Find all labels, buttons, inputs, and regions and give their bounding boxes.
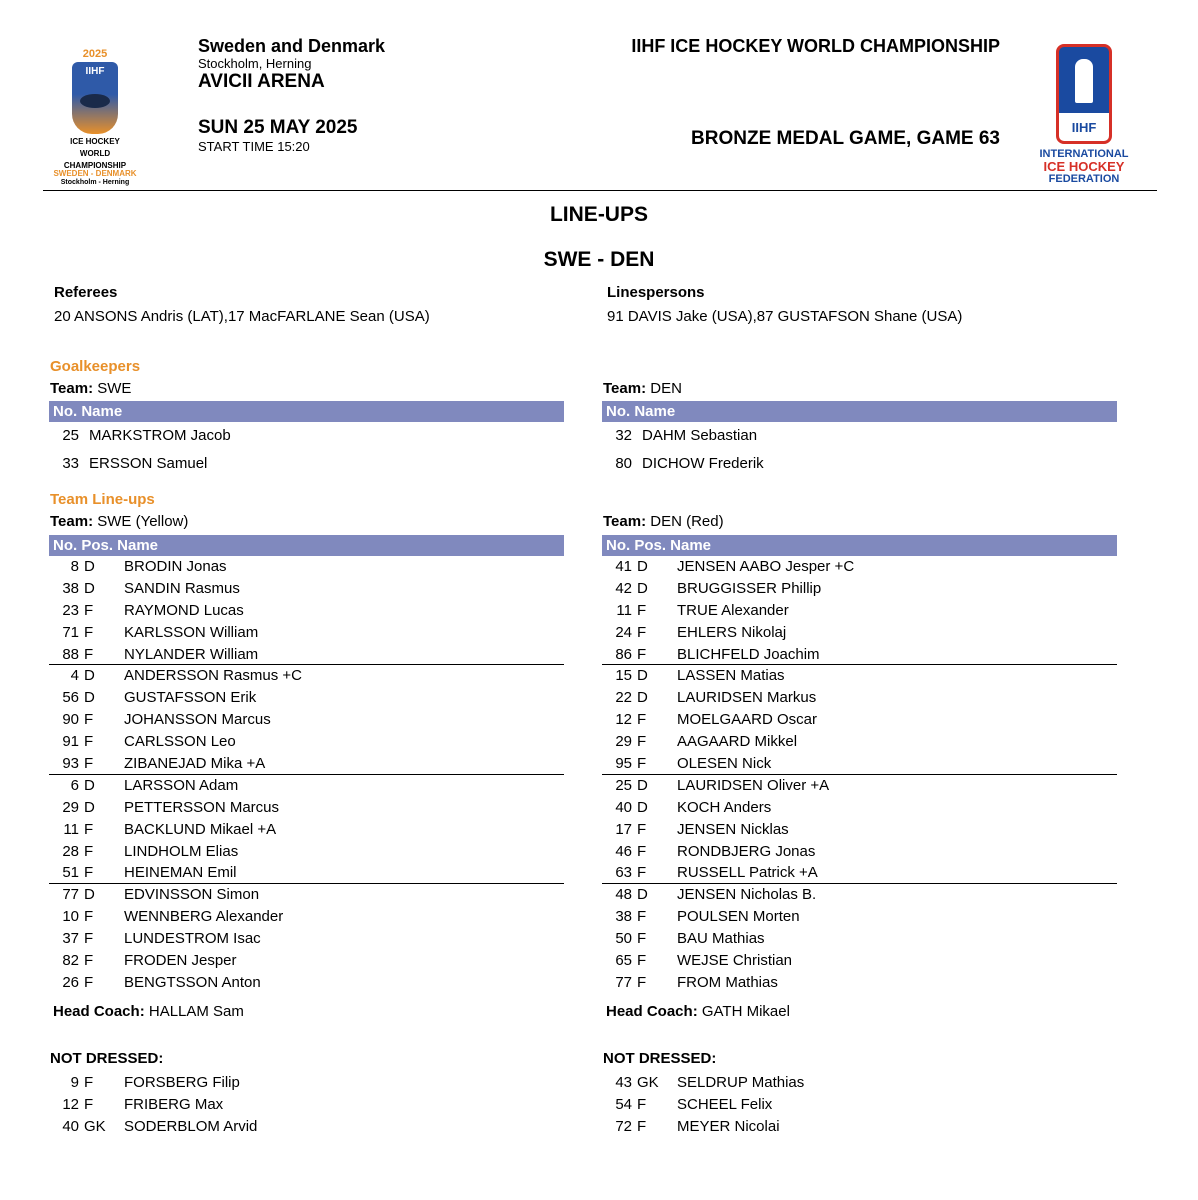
player-number: 29 — [615, 733, 632, 751]
player-name: MOELGAARD Oscar — [677, 711, 818, 729]
host-countries: Sweden and Denmark — [198, 36, 386, 56]
matchup-title: SWE - DEN — [543, 248, 655, 271]
player-number: 6 — [70, 776, 79, 794]
player-number: 28 — [62, 842, 79, 860]
player-row — [602, 841, 1117, 863]
player-name: JENSEN Nicholas B. — [677, 886, 817, 904]
logo-line5: Stockholm - Herning — [60, 179, 130, 186]
goalkeepers-away-table — [602, 401, 1117, 478]
referees-block — [54, 284, 430, 325]
coach-name: GATH Mikael — [701, 1003, 790, 1020]
player-position: D — [84, 689, 95, 707]
player-position: D — [637, 776, 648, 794]
player-name: WENNBERG Alexander — [124, 908, 284, 926]
player-position: D — [637, 667, 648, 685]
header-divider — [43, 190, 1157, 191]
player-name: NYLANDER William — [124, 645, 259, 663]
championship-title: IIHF ICE HOCKEY WORLD CHAMPIONSHIP — [631, 36, 1000, 56]
player-number: 11 — [63, 820, 79, 838]
player-row — [602, 928, 1117, 950]
player-position: F — [84, 842, 94, 860]
referees-list: 20 ANSONS Andris (LAT),17 MacFARLANE Sean (USA) — [54, 308, 430, 325]
player-row — [49, 622, 564, 644]
player-name: PETTERSSON Marcus — [124, 798, 280, 816]
player-name: BRODIN Jonas — [124, 558, 227, 575]
player-row — [49, 950, 564, 972]
player-position: D — [84, 558, 95, 575]
referees-label: Referees — [54, 284, 118, 301]
player-name: JENSEN AABO Jesper +C — [677, 558, 855, 575]
player-position: F — [84, 930, 94, 948]
lineups-section-title: Team Line-ups — [50, 491, 155, 508]
player-number: 38 — [615, 908, 632, 926]
player-position: F — [84, 952, 94, 970]
player-name: DICHOW Frederik — [642, 455, 764, 472]
player-row — [602, 753, 1117, 775]
player-row — [49, 884, 564, 906]
player-name: LINDHOLM Elias — [124, 842, 239, 860]
player-row — [602, 709, 1117, 731]
player-number: 86 — [615, 645, 632, 663]
player-number: 10 — [62, 908, 79, 926]
player-position: F — [84, 864, 94, 882]
player-number: 17 — [615, 820, 632, 838]
player-position: F — [84, 755, 94, 773]
player-position: F — [637, 1117, 647, 1135]
player-position: F — [637, 864, 647, 882]
logo-year: 2025 — [82, 48, 108, 60]
player-name: ZIBANEJAD Mika +A — [124, 755, 266, 773]
player-row — [49, 972, 564, 994]
player-name: DAHM Sebastian — [642, 427, 758, 444]
page-title: LINE-UPS — [549, 203, 648, 226]
lineup-away-team — [603, 513, 724, 530]
player-name: KARLSSON William — [124, 623, 259, 641]
player-position: F — [637, 1095, 647, 1113]
player-position: F — [84, 908, 94, 926]
player-row — [602, 644, 1117, 666]
team-name: SWE (Yellow) — [97, 513, 189, 530]
player-name: OLESEN Nick — [677, 755, 772, 773]
player-row — [602, 600, 1117, 622]
start-time: START TIME 15:20 — [198, 139, 310, 154]
team-label: Team: — [50, 380, 94, 397]
player-row — [602, 556, 1117, 578]
player-row — [49, 644, 564, 666]
player-number: 37 — [62, 930, 79, 948]
player-position: D — [637, 558, 648, 575]
player-position: F — [84, 973, 94, 991]
championship-logo — [50, 48, 140, 188]
goalkeeper-row — [602, 422, 1117, 450]
player-row — [49, 1072, 449, 1094]
player-position: F — [637, 755, 647, 773]
player-position: D — [84, 667, 95, 685]
player-position: F — [637, 645, 647, 663]
player-row — [602, 731, 1117, 753]
iihf-org-line2: ICE HOCKEY — [1043, 159, 1125, 174]
game-date: SUN 25 MAY 2025 — [198, 117, 358, 138]
player-name: KOCH Anders — [677, 798, 772, 816]
championship-shield-icon — [72, 62, 118, 134]
linespersons-label: Linespersons — [607, 284, 705, 301]
player-name: SELDRUP Mathias — [677, 1074, 805, 1091]
player-number: 24 — [615, 623, 632, 641]
player-name: ERSSON Samuel — [89, 455, 208, 472]
player-number: 51 — [62, 864, 79, 882]
team-name: DEN (Red) — [650, 513, 724, 530]
player-row — [49, 731, 564, 753]
player-position: F — [84, 1095, 94, 1113]
home-not-dressed-list — [49, 1072, 449, 1138]
player-name: CARLSSON Leo — [124, 733, 236, 751]
player-name: HEINEMAN Emil — [124, 864, 237, 882]
player-number: 32 — [615, 427, 632, 444]
player-number: 48 — [615, 886, 632, 904]
goalkeepers-home-team — [50, 380, 131, 397]
player-row — [602, 884, 1117, 906]
player-number: 12 — [615, 711, 632, 729]
player-position: D — [637, 579, 648, 597]
player-row — [602, 906, 1117, 928]
player-number: 46 — [615, 842, 632, 860]
player-name: BAU Mathias — [677, 930, 765, 948]
player-row — [49, 775, 564, 797]
player-position: F — [84, 601, 94, 619]
player-position: F — [84, 733, 94, 751]
game-title: BRONZE MEDAL GAME, GAME 63 — [691, 128, 1000, 149]
goalkeeper-row — [49, 422, 564, 450]
player-number: 56 — [62, 689, 79, 707]
goalkeepers-home-table — [49, 401, 564, 478]
player-number: 41 — [615, 558, 632, 575]
table-header: No. Name — [49, 401, 564, 422]
player-row — [49, 665, 564, 687]
coach-label: Head Coach: — [53, 1003, 145, 1020]
player-row — [602, 797, 1117, 819]
player-row — [49, 862, 564, 884]
player-row — [49, 709, 564, 731]
player-position: F — [637, 842, 647, 860]
player-row — [602, 1116, 1002, 1138]
player-row — [49, 1116, 449, 1138]
player-number: 25 — [62, 427, 79, 444]
home-head-coach — [53, 1003, 244, 1020]
player-name: LUNDESTROM Isac — [124, 930, 261, 948]
player-name: SODERBLOM Arvid — [124, 1117, 258, 1135]
player-position: F — [637, 930, 647, 948]
player-row — [602, 862, 1117, 884]
arena-name: AVICII ARENA — [198, 71, 325, 92]
puck-icon — [80, 94, 110, 108]
logo-line3: CHAMPIONSHIP — [63, 161, 127, 170]
player-row — [49, 600, 564, 622]
player-name: RONDBJERG Jonas — [677, 842, 816, 860]
player-position: F — [637, 952, 647, 970]
player-row — [49, 819, 564, 841]
player-name: ANDERSSON Rasmus +C — [124, 667, 302, 685]
player-row — [49, 1094, 449, 1116]
player-number: 11 — [616, 601, 632, 619]
player-number: 12 — [62, 1095, 79, 1113]
player-number: 88 — [62, 645, 79, 663]
player-number: 95 — [615, 755, 632, 773]
player-position: F — [637, 908, 647, 926]
player-number: 40 — [615, 798, 632, 816]
player-number: 9 — [70, 1074, 79, 1091]
goalkeepers-away-team — [603, 380, 682, 397]
player-row — [602, 622, 1117, 644]
player-position: D — [84, 798, 95, 816]
player-position: GK — [84, 1117, 106, 1135]
player-row — [49, 906, 564, 928]
team-name: SWE — [97, 380, 132, 397]
team-label: Team: — [50, 513, 94, 530]
player-number: 90 — [62, 711, 79, 729]
player-silhouette-icon — [1075, 59, 1093, 103]
host-cities: Stockholm, Herning — [198, 56, 312, 71]
player-row — [49, 841, 564, 863]
player-row — [602, 665, 1117, 687]
coach-name: HALLAM Sam — [148, 1003, 244, 1020]
player-number: 72 — [615, 1117, 632, 1135]
player-position: F — [637, 733, 647, 751]
player-position: F — [637, 973, 647, 991]
lineup-home-team — [50, 513, 188, 530]
player-row — [602, 950, 1117, 972]
player-name: TRUE Alexander — [677, 601, 789, 619]
player-name: SANDIN Rasmus — [124, 579, 240, 597]
lineup-home-table — [49, 535, 564, 994]
player-row — [49, 578, 564, 600]
table-header: No. Pos. Name — [49, 535, 564, 556]
player-number: 71 — [62, 623, 79, 641]
player-name: RUSSELL Patrick +A — [677, 864, 818, 882]
player-position: D — [84, 886, 95, 904]
player-name: RAYMOND Lucas — [124, 601, 244, 619]
iihf-shield-icon — [1056, 44, 1112, 144]
player-number: 4 — [70, 667, 79, 685]
player-name: LAURIDSEN Markus — [677, 689, 817, 707]
player-row — [602, 972, 1117, 994]
player-name: GUSTAFSSON Erik — [124, 689, 257, 707]
player-number: 8 — [70, 558, 79, 575]
player-number: 77 — [62, 886, 79, 904]
player-number: 50 — [615, 930, 632, 948]
player-name: BENGTSSON Anton — [124, 973, 261, 991]
player-name: LARSSON Adam — [124, 776, 239, 794]
iihf-org-line1: INTERNATIONAL — [1039, 148, 1129, 160]
player-position: GK — [637, 1074, 659, 1091]
player-row — [602, 775, 1117, 797]
away-not-dressed-list — [602, 1072, 1002, 1138]
player-name: BACKLUND Mikael +A — [124, 820, 277, 838]
player-number: 65 — [615, 952, 632, 970]
player-number: 26 — [62, 973, 79, 991]
player-row — [49, 753, 564, 775]
player-name: MARKSTROM Jacob — [89, 427, 231, 444]
player-name: FROM Mathias — [677, 973, 778, 991]
logo-iihf-text: IIHF — [85, 66, 105, 77]
player-row — [602, 1094, 1002, 1116]
player-name: BRUGGISSER Phillip — [677, 579, 822, 597]
player-number: 63 — [615, 864, 632, 882]
player-name: JENSEN Nicklas — [677, 820, 789, 838]
player-position: F — [637, 711, 647, 729]
player-number: 15 — [615, 667, 632, 685]
player-position: F — [637, 820, 647, 838]
lineup-away-table — [602, 535, 1117, 994]
coach-label: Head Coach: — [606, 1003, 698, 1020]
logo-line2: WORLD — [79, 149, 111, 158]
player-number: 80 — [615, 455, 632, 472]
player-name: MEYER Nicolai — [677, 1117, 780, 1135]
player-number: 42 — [615, 579, 632, 597]
player-number: 29 — [62, 798, 79, 816]
player-number: 93 — [62, 755, 79, 773]
team-label: Team: — [603, 513, 647, 530]
player-number: 91 — [62, 733, 79, 751]
team-name: DEN — [650, 380, 682, 397]
goalkeeper-row — [49, 450, 564, 478]
player-number: 82 — [62, 952, 79, 970]
player-name: FORSBERG Filip — [124, 1074, 240, 1091]
player-name: WEJSE Christian — [677, 952, 793, 970]
player-name: AAGAARD Mikkel — [677, 733, 798, 751]
player-number: 25 — [615, 776, 632, 794]
player-position: D — [637, 689, 648, 707]
player-number: 54 — [615, 1095, 632, 1113]
player-number: 40 — [62, 1117, 79, 1135]
player-position: F — [637, 601, 647, 619]
player-position: F — [84, 1074, 94, 1091]
player-name: BLICHFELD Joachim — [677, 645, 820, 663]
player-number: 77 — [615, 973, 632, 991]
player-position: F — [84, 645, 94, 663]
player-row — [602, 687, 1117, 709]
player-position: D — [84, 776, 95, 794]
table-header: No. Pos. Name — [602, 535, 1117, 556]
iihf-org-line3: FEDERATION — [1048, 173, 1120, 185]
player-row — [602, 578, 1117, 600]
player-name: FRIBERG Max — [124, 1095, 224, 1113]
player-row — [602, 1072, 1002, 1094]
away-not-dressed-title: NOT DRESSED: — [603, 1050, 717, 1067]
player-number: 33 — [62, 455, 79, 472]
player-row — [49, 928, 564, 950]
linespersons-list: 91 DAVIS Jake (USA),87 GUSTAFSON Shane (USA) — [607, 308, 963, 325]
table-header: No. Name — [602, 401, 1117, 422]
iihf-logo-text: IIHF — [1071, 120, 1097, 135]
iihf-logo — [1032, 44, 1136, 190]
player-position: D — [637, 886, 648, 904]
goalkeeper-row — [602, 450, 1117, 478]
player-row — [602, 819, 1117, 841]
player-name: EHLERS Nikolaj — [677, 623, 787, 641]
player-number: 43 — [615, 1074, 632, 1091]
player-number: 38 — [62, 579, 79, 597]
player-position: F — [84, 820, 94, 838]
player-number: 23 — [62, 601, 79, 619]
player-position: F — [84, 623, 94, 641]
player-number: 22 — [615, 689, 632, 707]
player-position: F — [84, 711, 94, 729]
venue-info — [198, 36, 385, 154]
player-name: JOHANSSON Marcus — [124, 711, 271, 729]
player-row — [49, 797, 564, 819]
player-name: POULSEN Morten — [677, 908, 800, 926]
linespersons-block — [607, 284, 962, 325]
player-name: EDVINSSON Simon — [124, 886, 260, 904]
player-row — [49, 556, 564, 578]
player-name: FRODEN Jesper — [124, 952, 237, 970]
logo-line1: ICE HOCKEY — [70, 137, 120, 146]
player-name: SCHEEL Felix — [677, 1095, 773, 1113]
document-header — [0, 0, 1198, 195]
player-name: LAURIDSEN Oliver +A — [677, 776, 830, 794]
player-name: LASSEN Matias — [677, 667, 785, 685]
player-position: D — [84, 579, 95, 597]
player-position: F — [637, 623, 647, 641]
goalkeepers-section-title: Goalkeepers — [50, 358, 141, 375]
player-row — [49, 687, 564, 709]
player-position: D — [637, 798, 648, 816]
home-not-dressed-title: NOT DRESSED: — [50, 1050, 164, 1067]
team-label: Team: — [603, 380, 647, 397]
away-head-coach — [606, 1003, 790, 1020]
logo-line4: SWEDEN - DENMARK — [53, 169, 137, 178]
